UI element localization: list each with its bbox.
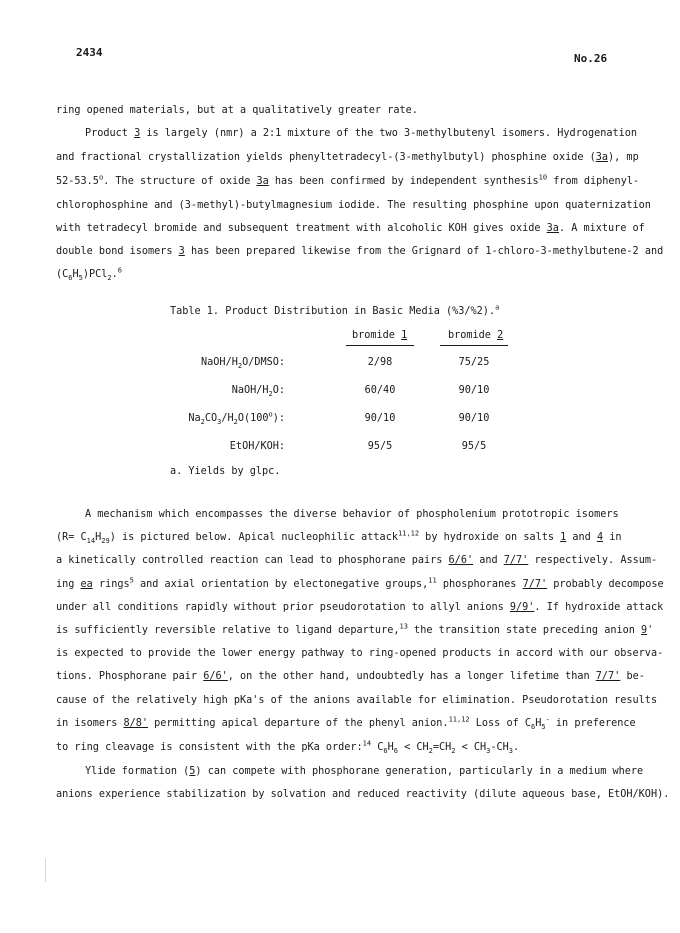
text-run: bromide [448, 330, 498, 341]
compound-ref: 7/7' [503, 555, 529, 566]
citation-superscript: 11,12 [448, 715, 470, 724]
text-run: cause of the relatively high pKa's of the anions available for elimination. Pseudorotation results [56, 695, 658, 706]
subscript: 5 [541, 723, 546, 732]
subscript: 2 [428, 747, 433, 756]
text-run: ): [272, 413, 285, 424]
text-run: H [95, 532, 102, 543]
citation-superscript: 6 [117, 266, 122, 275]
table-column-header [448, 329, 503, 343]
paragraph-line [56, 531, 621, 545]
text-run: EtOH/KOH: [229, 441, 285, 452]
subscript: 6 [68, 274, 73, 283]
paragraph-line [56, 647, 663, 661]
subscript: 2 [268, 390, 273, 399]
citation-superscript: 14 [362, 739, 372, 748]
text-run: ' [647, 625, 654, 636]
text-run: NaOH/H [231, 385, 269, 396]
text-run: H [72, 269, 79, 280]
table-cell: 60/40 [364, 385, 396, 396]
paragraph-line [56, 694, 657, 708]
table-footnote: a. Yields by glpc. [170, 466, 281, 477]
compound-ref: 9 [641, 625, 648, 636]
text-run: H [535, 718, 542, 729]
table-rule [346, 345, 414, 346]
table-column-header [352, 329, 407, 343]
citation-superscript: 13 [399, 622, 408, 631]
text-run: has been confirmed by independent synthesis [268, 176, 539, 187]
text-run: rings [92, 579, 130, 590]
charge-superscript: - [545, 715, 550, 724]
text-run: O(100 [237, 413, 269, 424]
text-run: . If hydroxide attack [534, 602, 664, 613]
table-title [170, 305, 499, 319]
subscript: 5 [78, 274, 83, 283]
compound-ref: 4 [596, 532, 604, 543]
text-run: Na [188, 413, 201, 424]
text-run: . A mixture of [558, 223, 645, 234]
text-run: Table 1. Product Distribution in Basic Media (%3/%2). [170, 306, 496, 317]
text-run: C [371, 742, 384, 753]
text-run: Product [85, 128, 135, 139]
compound-ref: 1 [560, 532, 567, 543]
text-run: < CH [455, 742, 487, 753]
text-run: to ring cleavage is consistent with the pKa order: [56, 742, 363, 753]
table-cell: 95/5 [461, 441, 487, 452]
paragraph-line [56, 151, 639, 165]
table-cell: 75/25 [458, 357, 490, 368]
text-run: ), mp [608, 152, 639, 163]
text-run: . [513, 742, 520, 753]
text-run: O/DMSO: [242, 357, 285, 368]
text-run: from diphenyl- [547, 176, 640, 187]
table-rule [440, 345, 508, 346]
compound-ref: ea [80, 579, 93, 590]
compound-ref: 3a [595, 152, 609, 163]
paragraph-line [56, 222, 645, 236]
journal-issue-number: No.26 [574, 52, 608, 65]
paragraph-line [56, 601, 663, 615]
text-run: is largely (nmr) a 2:1 mixture of the two 3-methylbutenyl isomers. Hydrogenation [140, 128, 638, 139]
subscript: 3 [508, 747, 513, 756]
text-run: in isomers [56, 718, 124, 729]
text-run: is sufficiently reversible relative to ligand departure, [56, 625, 400, 636]
text-run: ) can compete with phosphorane generation, particularly in a medium where [195, 766, 644, 777]
table-cell: 90/10 [458, 413, 490, 424]
table-cell: 95/5 [367, 441, 393, 452]
text-run: under all conditions rapidly without prior pseudorotation to allyl anions [56, 602, 510, 613]
text-run: a kinetically controlled reaction can lead to phosphorane pairs [56, 555, 449, 566]
citation-superscript: 5 [129, 576, 134, 585]
degree-mark: o [268, 410, 273, 419]
text-run: the transition state preceding anion [407, 625, 641, 636]
compound-ref: 2 [497, 330, 504, 341]
table-row-label [100, 384, 285, 398]
compound-ref: 7/7' [522, 579, 548, 590]
text-run: (R= C [56, 532, 87, 543]
subscript: 2 [233, 418, 238, 427]
text-run: and [473, 555, 504, 566]
compound-ref: 6/6' [448, 555, 474, 566]
table-cell: 2/98 [367, 357, 393, 368]
text-run: ) is pictured below. Apical nucleophilic attack [109, 532, 398, 543]
text-run: anions experience stabilization by solvation and reduced reactivity (dilute aqueous base, EtOH/KOH). [56, 789, 670, 800]
subscript: 2 [107, 274, 112, 283]
citation-superscript: 11,12 [397, 529, 420, 538]
subscript: 6 [393, 747, 398, 756]
text-run: in preference [549, 718, 636, 729]
paragraph-line [56, 788, 669, 802]
text-run: with tetradecyl bromide and subsequent treatment with alcoholic KOH gives oxide [56, 223, 547, 234]
compound-ref: 3a [256, 176, 269, 187]
citation-superscript: 11 [428, 576, 437, 585]
text-run: A mechanism which encompasses the diverse behavior of phospholenium prototropic isomers [85, 509, 619, 520]
compound-ref: 6/6' [203, 671, 228, 682]
text-run: , on the other hand, undoubtedly has a longer lifetime than [227, 671, 596, 682]
compound-ref: 1 [401, 330, 408, 341]
subscript: 6 [530, 723, 536, 732]
text-run: NaOH/H [201, 357, 238, 368]
subscript: 2 [237, 362, 243, 371]
table-cell: 90/10 [364, 413, 396, 424]
paragraph-line [56, 578, 664, 592]
paragraph-line [56, 670, 645, 684]
compound-ref: 9/9' [509, 602, 535, 613]
degree-mark: o [98, 173, 104, 182]
paragraph-line [85, 127, 637, 141]
paragraph-line [85, 765, 643, 779]
compound-ref: 8/8' [123, 718, 149, 729]
text-run: ring opened materials, but at a qualitatively greater rate. [56, 105, 418, 116]
paragraph-line [56, 104, 418, 118]
text-run: CO [204, 413, 218, 424]
paragraph-line [56, 268, 122, 282]
paragraph-line [56, 554, 657, 568]
text-run: chlorophosphine and (3-methyl)-butylmagnesium iodide. The resulting phosphine upon quaternization [56, 200, 651, 211]
subscript: 2 [451, 747, 456, 756]
table-row-label [100, 412, 285, 426]
text-run: bromide [352, 330, 402, 341]
text-run: double bond isomers [56, 246, 179, 257]
subscript: 29 [101, 537, 110, 546]
text-run: and [566, 532, 597, 543]
text-run: . The structure of oxide [103, 176, 257, 187]
text-run: by hydroxide on salts [419, 532, 561, 543]
text-run: 52-53.5 [56, 176, 99, 187]
paragraph-line [56, 717, 636, 731]
subscript: 3 [486, 747, 491, 756]
text-run: probably decompose [547, 579, 664, 590]
compound-ref: 3 [178, 246, 185, 257]
text-run: has been prepared likewise from the Grignard of 1-chloro-3-methylbutene-2 and [184, 246, 664, 257]
subscript: 6 [383, 747, 388, 756]
text-run: Ylide formation ( [85, 766, 190, 777]
text-run: < CH [397, 742, 429, 753]
compound-ref: 3a [546, 223, 559, 234]
scan-margin-mark [45, 858, 46, 882]
text-run: tions. Phosphorane pair [56, 671, 204, 682]
text-run: and fractional crystallization yields phenyltetradecyl-(3-methylbutyl) phosphine oxide ( [56, 152, 596, 163]
footnote-marker: a [495, 303, 500, 312]
text-run: ing [56, 579, 81, 590]
paragraph-line [56, 199, 651, 213]
text-run: (C [56, 269, 69, 280]
text-run: /H [221, 413, 234, 424]
paragraph-line [85, 508, 619, 522]
text-run: permitting apical departure of the phenyl anion. [148, 718, 449, 729]
text-run: . [111, 269, 118, 280]
text-run: be- [620, 671, 645, 682]
subscript: 14 [86, 537, 96, 546]
text-run: respectively. Assum- [528, 555, 658, 566]
page-number: 2434 [76, 46, 103, 59]
paragraph-line [56, 245, 663, 259]
text-run: =CH [432, 742, 452, 753]
table-cell: 90/10 [458, 385, 490, 396]
subscript: 2 [200, 418, 205, 427]
text-run: O: [272, 385, 285, 396]
paragraph-line [56, 624, 653, 638]
paragraph-line [56, 741, 519, 755]
text-run: is expected to provide the lower energy pathway to ring-opened products in accord with our observa- [56, 648, 664, 659]
text-run: )PCl [82, 269, 108, 280]
text-run: Loss of C [469, 718, 531, 729]
compound-ref: 3 [134, 128, 141, 139]
text-run: H [387, 742, 394, 753]
text-run: -CH [490, 742, 509, 753]
text-run: phosphoranes [436, 579, 523, 590]
compound-ref: 5 [189, 766, 196, 777]
paragraph-line [56, 175, 639, 189]
citation-superscript: 10 [538, 173, 548, 182]
text-run: in [603, 532, 622, 543]
compound-ref: 7/7' [595, 671, 621, 682]
text-run: and axial orientation by electonegative groups, [133, 579, 429, 590]
table-row-label [100, 356, 285, 370]
subscript: 3 [217, 418, 222, 427]
table-row-label [100, 440, 285, 454]
